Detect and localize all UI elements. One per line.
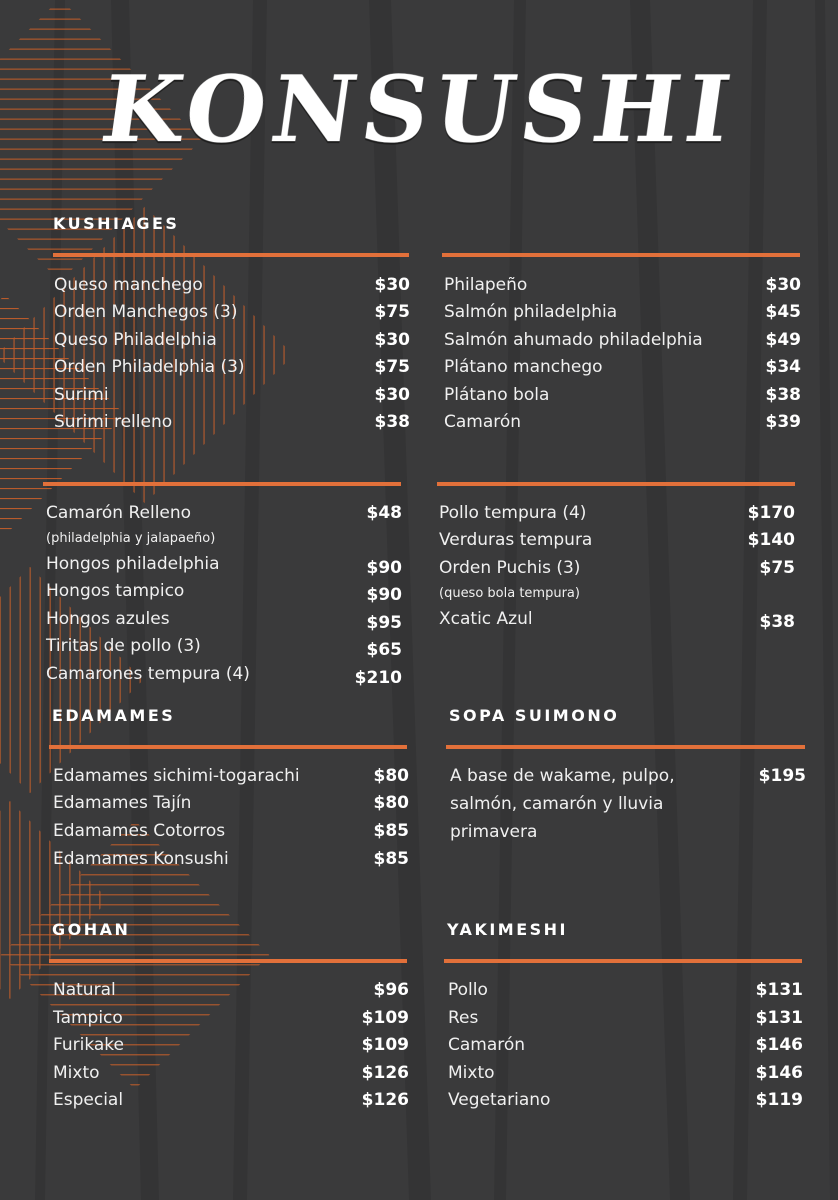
- menu-item-name: Mixto: [53, 1063, 100, 1083]
- menu-item-name: Natural: [53, 980, 116, 1000]
- menu-item-name: Salmón philadelphia: [444, 302, 618, 322]
- menu-item-name: Pollo: [448, 980, 488, 1000]
- menu-item-price: $146: [755, 1035, 803, 1055]
- menu-item-name: Res: [448, 1008, 479, 1028]
- menu-item-name: Camarón Relleno: [46, 503, 192, 523]
- menu-item-name: Tampico: [53, 1008, 123, 1028]
- menu-item-name: Edamames Cotorros: [53, 821, 226, 841]
- menu-item-name: Edamames Konsushi: [53, 849, 229, 869]
- menu-item-name: Orden Philadelphia (3): [54, 357, 245, 377]
- description-line: salmón, camarón y lluvia: [450, 794, 664, 814]
- menu-item-price: $126: [361, 1063, 409, 1083]
- menu-item-price: $131: [755, 1008, 803, 1028]
- menu-item-price: $30: [765, 275, 801, 295]
- section-divider: [442, 253, 800, 257]
- menu-item-name: Edamames Tajín: [53, 793, 192, 813]
- menu-item-price: $131: [755, 980, 803, 1000]
- menu-item-name: Especial: [53, 1090, 124, 1110]
- menu-item-price: $65: [366, 640, 402, 660]
- menu-item-name: Furikake: [53, 1035, 124, 1055]
- menu-item-price: $210: [354, 668, 402, 688]
- menu-item-name: Camarón: [448, 1035, 526, 1055]
- section-title-sopa-suimono: SOPA SUIMONO: [449, 706, 620, 725]
- menu-item-price: $140: [747, 530, 795, 550]
- menu-item-price: $48: [366, 503, 402, 523]
- menu-item-name: Hongos philadelphia: [46, 554, 220, 574]
- section-title-kushiages: KUSHIAGES: [53, 214, 180, 233]
- menu-item-price: $146: [755, 1063, 803, 1083]
- menu-item-name: Camarón: [444, 412, 522, 432]
- menu-item-name: Plátano manchego: [444, 357, 603, 377]
- menu-item-price: $45: [765, 302, 801, 322]
- section-divider: [49, 959, 407, 963]
- menu-item-price: $49: [765, 330, 801, 350]
- menu-item-price: $126: [361, 1090, 409, 1110]
- menu-item-name: Hongos tampico: [46, 581, 185, 601]
- section-divider: [444, 959, 802, 963]
- menu-item-note: (queso bola tempura): [439, 586, 580, 601]
- menu-item-name: Surimi relleno: [54, 412, 173, 432]
- section-title-yakimeshi: YAKIMESHI: [447, 920, 569, 939]
- menu-item-price: $30: [374, 330, 410, 350]
- menu-item-name: Salmón ahumado philadelphia: [444, 330, 703, 350]
- section-divider: [43, 482, 401, 486]
- section-divider: [437, 482, 795, 486]
- menu-item-price: $80: [373, 766, 409, 786]
- restaurant-logo-title: KONSUSHI: [95, 55, 743, 163]
- menu-item-name: Surimi: [54, 385, 109, 405]
- menu-item-price: $90: [366, 585, 402, 605]
- menu-item-price: $85: [373, 849, 409, 869]
- menu-item-price: $30: [374, 385, 410, 405]
- menu-item-name: Tiritas de pollo (3): [46, 636, 201, 656]
- menu-item-name: Queso manchego: [54, 275, 203, 295]
- menu-item-name: Hongos azules: [46, 609, 170, 629]
- menu-item-price: $90: [366, 558, 402, 578]
- menu-item-name: Queso Philadelphia: [54, 330, 217, 350]
- menu-item-price: $85: [373, 821, 409, 841]
- menu-item-name: Camarones tempura (4): [46, 664, 250, 684]
- menu-item-price: $75: [759, 558, 795, 578]
- menu-item-price: $75: [374, 357, 410, 377]
- menu-item-price: $38: [759, 612, 795, 632]
- menu-item-price: $95: [366, 613, 402, 633]
- menu-item-price: $119: [755, 1090, 803, 1110]
- menu-item-price: $30: [374, 275, 410, 295]
- section-divider: [53, 253, 409, 257]
- menu-item-price: $39: [765, 412, 801, 432]
- menu-item-price: $170: [747, 503, 795, 523]
- menu-item-name: Plátano bola: [444, 385, 550, 405]
- menu-item-name: Pollo tempura (4): [439, 503, 587, 523]
- menu-item-price: $38: [765, 385, 801, 405]
- menu-item-name: Edamames sichimi-togarachi: [53, 766, 300, 786]
- section-title-gohan: GOHAN: [52, 920, 131, 939]
- menu-item-price: $195: [758, 766, 806, 786]
- menu-item-name: Xcatic Azul: [439, 609, 533, 629]
- menu-item-name: Orden Manchegos (3): [54, 302, 238, 322]
- menu-item-name: Vegetariano: [448, 1090, 551, 1110]
- description-line: primavera: [450, 822, 538, 842]
- section-title-edamames: EDAMAMES: [52, 706, 176, 725]
- menu-item-price: $80: [373, 793, 409, 813]
- menu-item-name: Orden Puchis (3): [439, 558, 581, 578]
- menu-item-price: $34: [765, 357, 801, 377]
- menu-item-price: $109: [361, 1008, 409, 1028]
- menu-item-price: $109: [361, 1035, 409, 1055]
- menu-item-price: $96: [373, 980, 409, 1000]
- menu-item-price: $38: [374, 412, 410, 432]
- description-line: A base de wakame, pulpo,: [450, 766, 675, 786]
- menu-item-note: (philadelphia y jalapaeño): [46, 531, 216, 546]
- section-divider: [49, 745, 407, 749]
- menu-item-name: Verduras tempura: [439, 530, 593, 550]
- section-divider: [446, 745, 805, 749]
- menu-item-price: $75: [374, 302, 410, 322]
- menu-item-name: Philapeño: [444, 275, 528, 295]
- menu-item-name: Mixto: [448, 1063, 495, 1083]
